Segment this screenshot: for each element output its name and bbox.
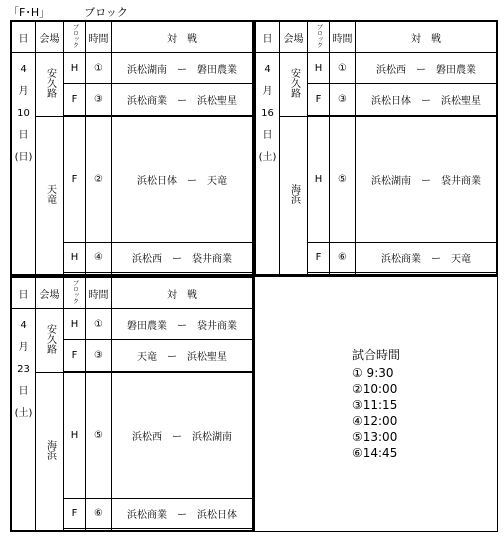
away-team: 浜松聖星 [197,95,237,107]
match-cell [112,373,253,498]
slot-cell: ① [86,309,112,340]
venue-name: 安久路 [288,68,300,99]
slot-cell: ① [330,53,356,84]
header-venue: 会場 [280,22,308,53]
match-separator: ー [177,509,187,521]
header-day: 日 [12,278,36,309]
slot-cell: ⑤ [86,373,112,498]
date-line: 10 [17,108,30,119]
header-time: 時間 [86,22,112,53]
header-match: 対 戦 [112,278,253,309]
date-line: 23 [17,364,30,375]
date-line: 日 [18,130,29,141]
away-team: 磐田農業 [197,64,237,76]
match-cell [356,84,497,115]
header-block-label: ブロック [71,23,79,48]
venue-cell [36,309,64,373]
match-cell [356,273,497,275]
slot-cell: ⑥ [330,242,356,272]
home-team: 天竜 [137,351,157,363]
date-cell [12,53,36,275]
date-line: 4 [20,320,27,331]
away-team: 天竜 [207,176,227,188]
schedule-panel-0 [10,20,254,276]
match-time-3: ③11:15 [351,398,398,412]
venue-name: 天竜 [44,184,56,205]
match-cell [112,242,253,272]
table-row [12,117,253,242]
block-cell: H [64,242,86,272]
venue-cell [280,117,308,275]
schedule-panel-1 [254,20,498,276]
block-cell: F [308,84,330,115]
block-cell: H [64,309,86,340]
block-cell: F [64,498,86,528]
slot-cell: ① [86,53,112,84]
match-cell [356,53,497,84]
venue-name: 安久路 [44,68,56,99]
header-match: 対 戦 [356,22,497,53]
match-time-4: ④12:00 [351,414,398,428]
block-cell: H [64,53,86,84]
home-team: 浜松日体 [371,95,411,107]
block-cell [64,529,86,531]
venue-cell [36,373,64,531]
date-line: 日 [18,386,29,397]
date-cell [12,309,36,531]
away-team: 浜松湖南 [192,432,232,444]
page-caption [8,4,128,20]
header-time: 時間 [86,278,112,309]
slot-cell [330,273,356,275]
slot-cell: ④ [86,242,112,272]
match-cell [112,84,253,115]
match-separator: ー [416,64,426,76]
match-separator: ー [431,253,441,265]
home-team: 浜松西 [132,253,162,265]
match-separator: ー [172,253,182,265]
match-cell [356,242,497,272]
slot-cell: ② [86,117,112,242]
block-cell: F [64,340,86,371]
table-row [256,117,497,242]
away-team: 浜松聖星 [441,95,481,107]
away-team: 袋井商業 [197,320,237,332]
date-cell [256,53,280,275]
venue-name: 海浜 [288,184,300,205]
date-line: (土) [14,408,33,419]
date-line: 月 [262,86,273,97]
date-line: 日 [262,130,273,141]
schedule-table [11,21,253,275]
header-block-label: ブロック [71,279,79,304]
header-block [64,22,86,53]
block-cell: H [64,373,86,498]
table-row [12,373,253,498]
match-separator: ー [177,64,187,76]
group-label: 「F･H」 [8,6,51,19]
header-venue: 会場 [36,22,64,53]
match-time-2: ②10:00 [351,382,398,396]
schedule-table [255,21,497,275]
date-line: 月 [18,342,29,353]
away-team: 磐田農業 [436,64,476,76]
slot-cell [86,529,112,531]
date-line: (土) [258,152,277,163]
home-team: 浜松商業 [127,509,167,521]
away-team: 天竜 [451,253,471,265]
match-separator: ー [167,351,177,363]
slot-cell: ③ [86,84,112,115]
match-time-6: ⑥14:45 [351,446,398,460]
header-block-label: ブロック [315,23,323,48]
home-team: 浜松西 [376,64,406,76]
match-cell [356,117,497,242]
match-cell [112,117,253,242]
match-cell [112,53,253,84]
date-line: 4 [264,64,271,75]
match-cell [112,273,253,275]
match-times-title: 試合時間 [351,348,400,362]
home-team: 磐田農業 [127,320,167,332]
away-team: 浜松日体 [197,509,237,521]
match-cell [112,309,253,340]
match-separator: ー [177,95,187,107]
match-separator: ー [421,95,431,107]
match-separator: ー [172,432,182,444]
date-line: 月 [18,86,29,97]
header-day: 日 [256,22,280,53]
home-team: 浜松湖南 [371,176,411,188]
venue-name: 安久路 [44,324,56,355]
home-team: 浜松日体 [137,176,177,188]
date-line: (日) [14,152,33,163]
home-team: 浜松商業 [127,95,167,107]
block-cell [308,273,330,275]
home-team: 浜松西 [132,432,162,444]
block-cell: F [64,84,86,115]
date-line: 16 [261,108,274,119]
schedule-panel-2 [10,276,254,532]
slot-cell: ⑥ [86,498,112,528]
match-time-5: ⑤13:00 [351,430,398,444]
home-team: 浜松湖南 [127,64,167,76]
block-label: ブロック [84,6,128,19]
match-times-panel [254,276,498,532]
slot-cell: ③ [86,340,112,371]
header-venue: 会場 [36,278,64,309]
match-separator: ー [177,320,187,332]
slot-cell: ⑤ [330,117,356,242]
match-cell [112,498,253,528]
away-team: 袋井商業 [192,253,232,265]
match-times-cell [255,277,497,531]
table-row [256,53,497,84]
table-row [12,309,253,340]
table-row [12,53,253,84]
match-times [352,347,400,461]
match-time-1: ① 9:30 [351,366,394,380]
header-day: 日 [12,22,36,53]
schedule-table [11,277,253,531]
match-cell [112,340,253,371]
home-team: 浜松商業 [381,253,421,265]
block-cell [64,273,86,275]
match-cell [112,529,253,531]
slot-cell: ③ [330,84,356,115]
venue-cell [36,117,64,275]
block-cell: F [308,242,330,272]
block-cell: H [308,117,330,242]
venue-cell [280,53,308,117]
header-block [308,22,330,53]
header-block [64,278,86,309]
block-cell: F [64,117,86,242]
slot-cell [86,273,112,275]
header-time: 時間 [330,22,356,53]
date-line: 4 [20,64,27,75]
venue-cell [36,53,64,117]
match-separator: ー [187,176,197,188]
away-team: 浜松聖星 [187,351,227,363]
venue-name: 海浜 [44,440,56,461]
schedule-frame [10,20,498,532]
block-cell: H [308,53,330,84]
match-separator: ー [421,176,431,188]
away-team: 袋井商業 [441,176,481,188]
header-match: 対 戦 [112,22,253,53]
